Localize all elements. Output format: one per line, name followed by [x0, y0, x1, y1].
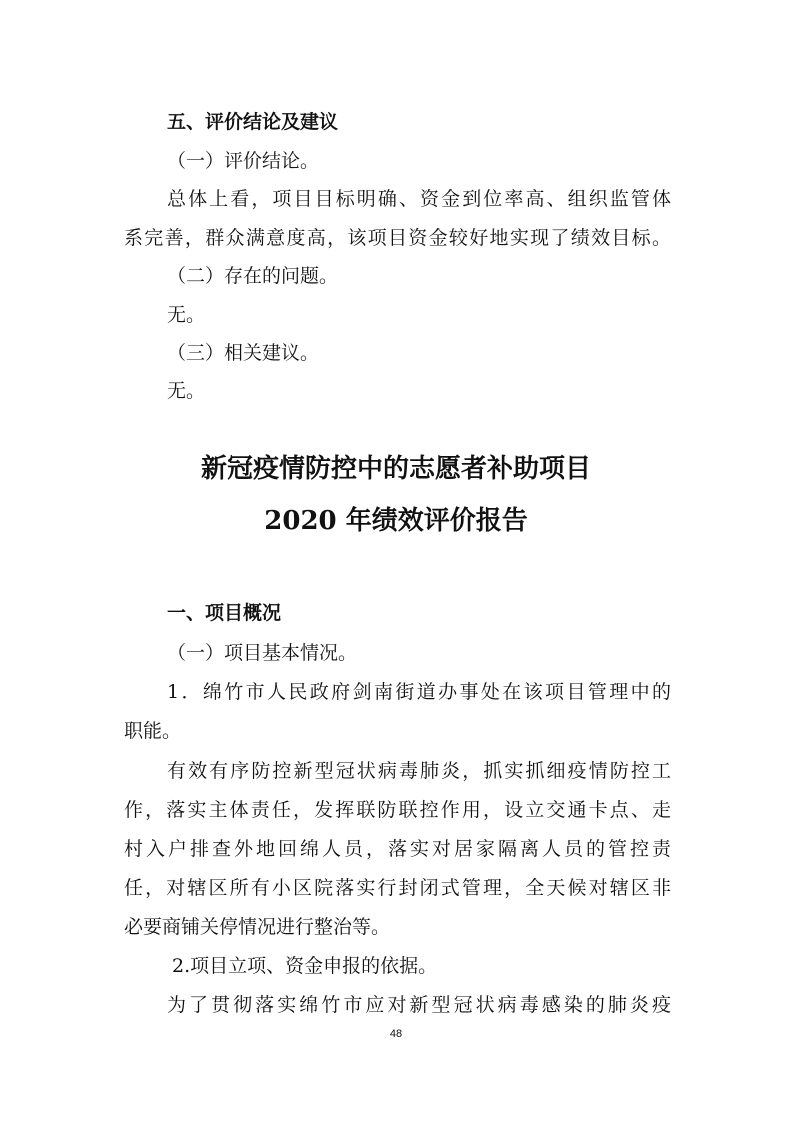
paragraph-line: 1．绵竹市人民政府剑南街道办事处在该项目管理中的	[167, 681, 671, 703]
subheading-related-suggestions: （三）相关建议。	[167, 342, 320, 364]
section-1-heading: 一、项目概况	[167, 602, 282, 624]
paragraph-line: 有效有序防控新型冠状病毒肺炎，抓实抓细疫情防控工	[167, 760, 671, 782]
paragraph-line: 无。	[167, 380, 206, 402]
paragraph-line: 作，落实主体责任，发挥联防联控作用，设立交通卡点、走	[124, 799, 671, 821]
paragraph-line: 为了贯彻落实绵竹市应对新型冠状病毒感染的肺炎疫	[167, 994, 671, 1016]
subheading-evaluation-conclusion: （一）评价结论。	[167, 150, 320, 172]
paragraph-line: 必要商铺关停情况进行整治等。	[124, 916, 391, 938]
page-number: 48	[389, 1028, 403, 1040]
report-title-line-2: 2020 年绩效评价报告	[264, 506, 528, 536]
section-5-heading: 五、评价结论及建议	[167, 111, 339, 133]
paragraph-line: 2.项目立项、资金申报的依据。	[172, 955, 438, 977]
paragraph-line: 职能。	[124, 720, 182, 742]
subheading-existing-problems: （二）存在的问题。	[167, 265, 339, 287]
report-title-line-1: 新冠疫情防控中的志愿者补助项目	[200, 454, 591, 484]
paragraph-line: 任，对辖区所有小区院落实行封闭式管理，全天候对辖区非	[124, 877, 671, 899]
paragraph-line: 总体上看，项目目标明确、资金到位率高、组织监管体	[167, 188, 671, 210]
paragraph-line: 系完善，群众满意度高，该项目资金较好地实现了绩效目标。	[124, 227, 671, 249]
paragraph-line: 无。	[167, 304, 206, 326]
paragraph-line: 村入户排查外地回绵人员，落实对居家隔离人员的管控责	[124, 838, 671, 860]
subheading-project-basics: （一）项目基本情况。	[167, 642, 358, 664]
